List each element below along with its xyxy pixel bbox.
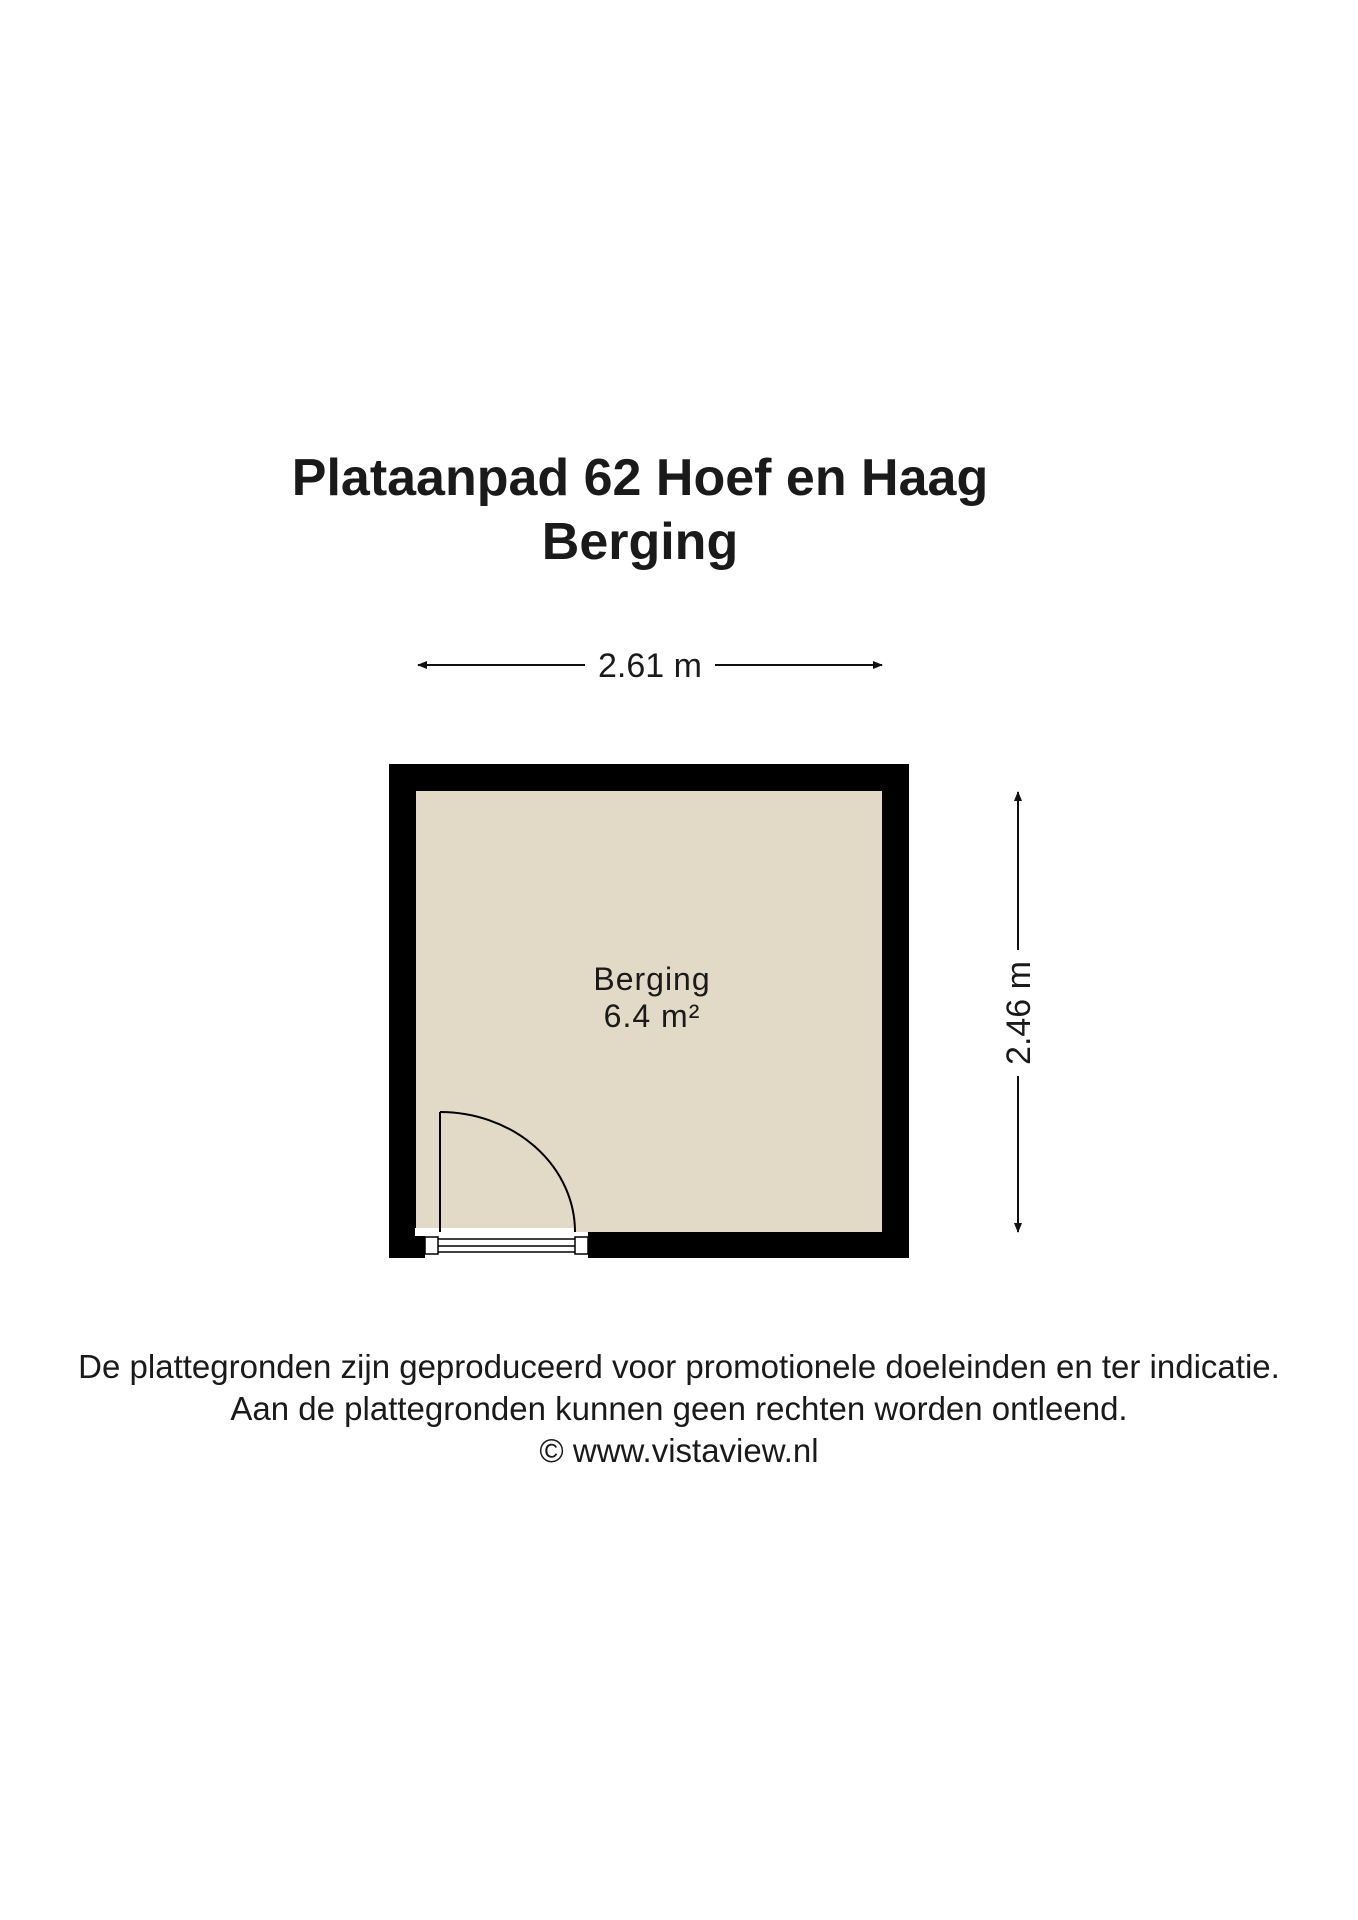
disclaimer-line: De plattegronden zijn geproduceerd voor promotionele doeleinden en ter indicatie. <box>78 1348 1280 1385</box>
width-dimension <box>418 647 882 685</box>
wall-bottom-right <box>588 1232 909 1258</box>
disclaimer-line: Aan de plattegronden kunnen geen rechten worden ontleend. <box>230 1390 1128 1427</box>
room-berging <box>389 764 909 1258</box>
door-jamb-left <box>425 1237 438 1254</box>
wall-left <box>389 764 416 1258</box>
door-jamb-right <box>575 1237 588 1254</box>
height-dimension <box>1000 792 1038 1232</box>
wall-top <box>389 764 909 791</box>
width-label: 2.61 m <box>598 647 702 685</box>
room-name: Berging <box>593 961 711 997</box>
wall-right <box>882 764 909 1258</box>
height-label: 2.46 m <box>1000 961 1038 1065</box>
plan-title-address: Plataanpad 62 Hoef en Haag <box>291 449 989 507</box>
copyright-line: © www.vistaview.nl <box>539 1432 819 1469</box>
room-area: 6.4 m² <box>603 998 701 1034</box>
plan-title-floor: Berging <box>541 513 739 571</box>
